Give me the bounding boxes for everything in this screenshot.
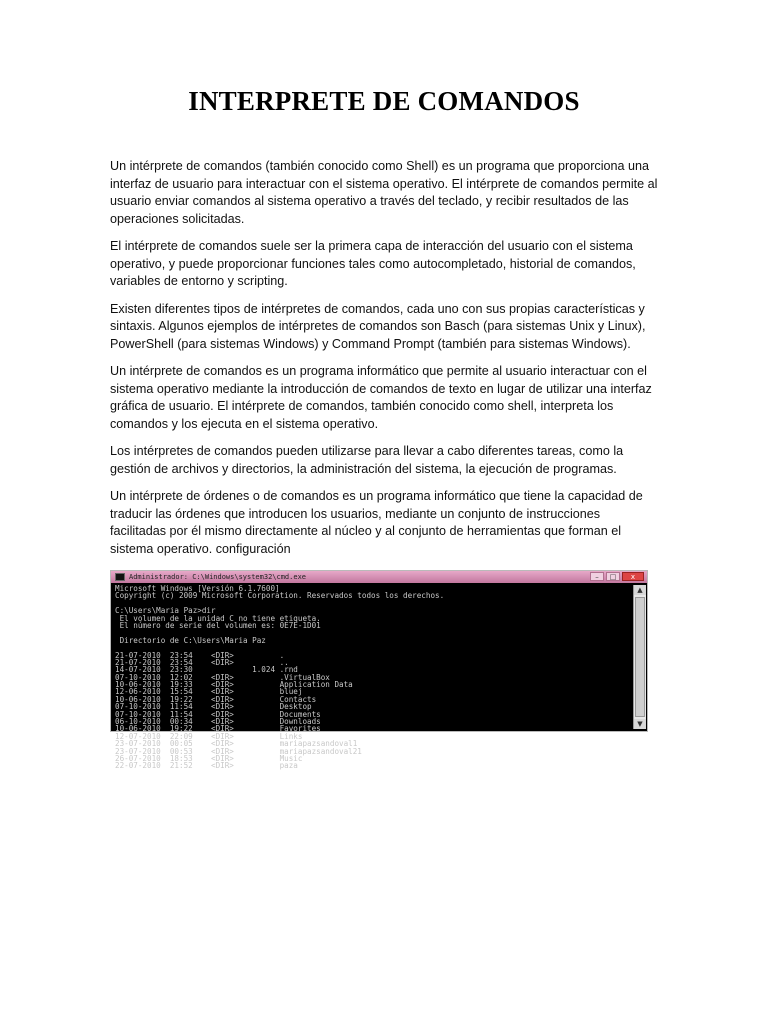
console-line: C:\Users\Maria Paz>dir bbox=[115, 606, 216, 616]
console-line: 10-06-2010 19:22 <DIR> Contacts bbox=[115, 694, 317, 704]
maximize-button: □ bbox=[606, 572, 620, 581]
console-line: 21-07-2010 23:54 <DIR> .. bbox=[115, 657, 289, 667]
cmd-scrollbar bbox=[633, 585, 646, 729]
cmd-screenshot-figure bbox=[110, 570, 648, 771]
window-controls bbox=[590, 572, 644, 581]
scroll-up-icon: ▲ bbox=[634, 585, 646, 595]
console-line: Directorio de C:\Users\Maria Paz bbox=[115, 635, 266, 645]
cmd-console-output bbox=[115, 584, 633, 771]
console-line: 22-07-2010 21:52 <DIR> paza bbox=[115, 761, 298, 771]
paragraph: Existen diferentes tipos de intérpretes de comandos, cada uno con sus propias características y sintaxis. Algunos ejemplos de intérpretes de comandos son Basch (para sistemas Unix y Linux), PowerShell (para sistemas Windows) y Command Prompt (también para sistemas Windows). bbox=[110, 301, 646, 351]
console-line: El volumen de la unidad C no tiene etiqueta. bbox=[115, 613, 321, 623]
console-line: 10-06-2010 19:22 <DIR> Favorites bbox=[115, 724, 321, 734]
console-line: 10-06-2010 19:33 <DIR> Application Data bbox=[115, 680, 353, 690]
console-line: Microsoft Windows [Versión 6.1.7600] bbox=[115, 584, 280, 593]
scroll-thumb bbox=[635, 597, 645, 717]
close-button: x bbox=[622, 572, 644, 581]
paragraph: Los intérpretes de comandos pueden utilizarse para llevar a cabo diferentes tareas, como la gestión de archivos y directorios, la administración del sistema, la ejecución de programas. bbox=[110, 444, 624, 476]
cmd-window-title: Administrador: C:\Windows\system32\cmd.exe bbox=[129, 573, 307, 581]
console-line: 14-07-2010 23:30 1.024 .rnd bbox=[115, 665, 298, 675]
cmd-app-icon bbox=[115, 573, 125, 581]
paragraph: Un intérprete de comandos (también conocido como Shell) es un programa que proporciona una interfaz de usuario para interactuar con el sistema operativo. El intérprete de comandos permite al usuario enviar comandos al sistema operativo a través del teclado, y recibir resultados de las operaciones solicitadas. bbox=[110, 159, 658, 226]
console-line: 12-07-2010 22:09 <DIR> Links bbox=[115, 731, 303, 741]
console-line: 07-10-2010 12:02 <DIR> .VirtualBox bbox=[115, 672, 330, 682]
console-line: 06-10-2010 00:34 <DIR> Downloads bbox=[115, 717, 321, 727]
console-line: 07-10-2010 11:54 <DIR> Documents bbox=[115, 709, 321, 719]
console-line: 07-10-2010 11:54 <DIR> Desktop bbox=[115, 702, 312, 712]
console-line: 12-06-2010 15:54 <DIR> bluej bbox=[115, 687, 303, 697]
scroll-down-icon: ▼ bbox=[634, 719, 646, 729]
console-line: Copyright (c) 2009 Microsoft Corporation. Reservados todos los derechos. bbox=[115, 591, 445, 601]
cmd-titlebar bbox=[111, 571, 647, 583]
console-line: 23-07-2010 00:05 <DIR> mariapazsandoval1 bbox=[115, 739, 358, 749]
paragraph: Un intérprete de órdenes o de comandos es un programa informático que tiene la capacidad de traducir las órdenes que introducen los usuarios, mediante un conjunto de instrucciones facilitadas por él mismo directamente al núcleo y al conjunto de herramientas que forman el sistema operativo. configuración bbox=[110, 489, 643, 556]
paragraph: El intérprete de comandos suele ser la primera capa de interacción del usuario con el sistema operativo, y puede proporcionar funciones tales como autocompletado, historial de comandos, variables de entorno y scripting. bbox=[110, 239, 636, 288]
console-line: 23-07-2010 00:53 <DIR> mariapazsandoval21 bbox=[115, 746, 362, 756]
minimize-button: – bbox=[590, 572, 604, 581]
console-line: 26-07-2010 18:53 <DIR> Music bbox=[115, 753, 303, 763]
body-text bbox=[110, 158, 658, 568]
console-line: El número de serie del volumen es: 0E7E-1D01 bbox=[115, 620, 321, 630]
page-title: INTERPRETE DE COMANDOS bbox=[188, 86, 580, 116]
paragraph: Un intérprete de comandos es un programa informático que permite al usuario interactuar con el sistema operativo mediante la introducción de comandos de texto en lugar de utilizar una interfaz gráfica de usuario. El intérprete de comandos, también conocido como shell, interpreta los comandos y los ejecuta en el sistema operativo. bbox=[110, 364, 652, 431]
console-line: 21-07-2010 23:54 <DIR> . bbox=[115, 650, 285, 660]
